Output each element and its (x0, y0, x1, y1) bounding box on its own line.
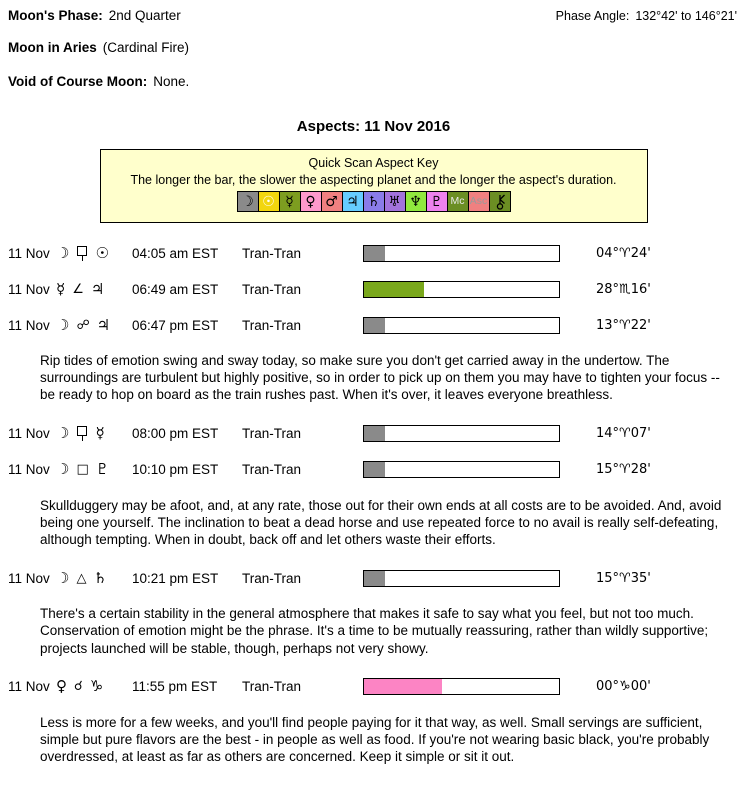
aspect-row (8, 280, 747, 298)
page-header (0, 0, 747, 89)
uranus-icon: ♅ (384, 191, 406, 212)
aspect-type: Tran-Tran (242, 317, 302, 333)
aspect-row (8, 425, 747, 443)
key-subtitle: The longer the bar, the slower the aspecting planet and the longer the aspect's duration. (130, 173, 617, 187)
aspect-row (8, 316, 747, 334)
duration-bar (363, 281, 560, 298)
planet-key-row (101, 191, 647, 212)
aspect-row (8, 244, 747, 262)
mercury-icon: ☿ (279, 191, 301, 212)
aspect-position: 15°♈35' (596, 570, 651, 586)
phase-angle (556, 9, 737, 23)
moons-phase-value: 2nd Quarter (108, 8, 181, 23)
pluto-icon: ♇ (95, 460, 110, 479)
aspects-title: Aspects: 11 Nov 2016 (296, 118, 451, 135)
aspect-row (8, 569, 747, 587)
chiron-icon (489, 191, 511, 212)
moon-icon: ☽ (56, 460, 70, 479)
mercury-icon: ☿ (95, 424, 105, 443)
ascendant-icon: Asc (468, 191, 490, 212)
aspect-interpretation: There's a certain stability in the general atmosphere that makes it safe to say what you feel, but not too much. Conservation of emotion might be the phrase. It's a time to be mutually reassuring, rather than wildly supportive; projects launched will be stable, though, perhaps not very showy. (40, 606, 709, 656)
aspect-time: 10:21 pm EST (132, 570, 219, 586)
square-icon: □ (76, 462, 89, 478)
aspect-interpretation: Less is more for a few weeks, and you'll find people paying for it that way, as well. Small servings are sufficient, simple but pure flavors are the best - in people as well as food. If you're not wearing basic black, you're probably overdressed, at least as far as others are concerned. Keep it simple or sit it out. (40, 714, 710, 765)
duration-bar (363, 570, 560, 587)
neptune-icon: ♆ (405, 191, 427, 212)
aspect-row (8, 678, 747, 696)
saturn-icon: ♄ (93, 568, 107, 587)
sun-icon: ☉ (95, 243, 109, 262)
phase-angle-label: Phase Angle: (555, 9, 630, 23)
aspect-time: 08:00 pm EST (132, 426, 219, 442)
aspect-time: 10:10 pm EST (132, 462, 219, 478)
aspect-date: 11 Nov (8, 570, 50, 586)
jupiter-icon: ♃ (342, 191, 364, 212)
moon-icon: ☽ (56, 568, 70, 587)
mercury-icon: ☿ (56, 279, 66, 298)
phase-angle-value: 132°42' to 146°21' (635, 9, 737, 23)
moon-icon: ☽ (56, 315, 70, 334)
midheaven-icon: Mc (447, 191, 469, 212)
aspect-type: Tran-Tran (242, 462, 302, 478)
pluto-icon: ♇ (426, 191, 448, 212)
aspect-list (0, 244, 747, 765)
aspect-type: Tran-Tran (242, 679, 302, 695)
aspect-date: 11 Nov (8, 281, 50, 297)
duration-bar (363, 461, 560, 478)
aspect-time: 04:05 am EST (132, 245, 219, 261)
aspect-row (8, 461, 747, 479)
aspect-date: 11 Nov (8, 679, 50, 695)
aspect-time: 06:47 pm EST (132, 317, 219, 333)
aspect-type: Tran-Tran (242, 245, 302, 261)
conjunction-icon: ☌ (74, 679, 83, 695)
moon-icon: ☽ (56, 243, 70, 262)
moon-icon: ☽ (237, 191, 259, 212)
capricorn-icon: ♑ (89, 677, 104, 696)
aspect-position: 14°♈07' (596, 426, 651, 442)
aspect-time: 06:49 am EST (132, 281, 219, 297)
duration-bar (363, 245, 560, 262)
venus-icon: ♀ (56, 677, 67, 696)
aspect-position: 00°♑00' (596, 679, 651, 695)
moon-in-label: Moon in Aries (8, 40, 97, 55)
moon-in-line (8, 40, 737, 55)
aspect-interpretation: Rip tides of emotion swing and sway today, so make sure you don't get carried away in the undertow. The surroundings are turbulent but highly positive, so in order to pick up on them you may have to tighten your focus -- be ready to hop on board as the train rushes past. When it's over, it leaves everyone breathless. (40, 353, 720, 403)
trine-icon: △ (76, 570, 87, 586)
mars-icon: ♂ (321, 191, 343, 212)
saturn-icon: ♄ (363, 191, 385, 212)
void-label: Void of Course Moon: (8, 74, 148, 89)
venus-icon: ♀ (300, 191, 322, 212)
jupiter-icon: ♃ (90, 279, 105, 298)
aspect-position: 28°♏16' (596, 281, 651, 297)
sesquiquadrate-icon (76, 426, 88, 441)
sesquiquadrate-icon (76, 246, 88, 261)
duration-bar (363, 425, 560, 442)
aspect-position: 04°♈24' (596, 245, 651, 261)
aspect-type: Tran-Tran (242, 570, 302, 586)
duration-bar (363, 317, 560, 334)
aspect-type: Tran-Tran (242, 281, 302, 297)
aspect-position: 15°♈28' (596, 462, 651, 478)
aspect-time: 11:55 pm EST (132, 679, 218, 695)
moons-phase-line (8, 8, 737, 23)
semisquare-icon: ∠ (72, 281, 84, 297)
moons-phase-label: Moon's Phase: (8, 8, 103, 23)
moon-icon: ☽ (56, 424, 70, 443)
aspect-date: 11 Nov (8, 317, 50, 333)
opposition-icon: ☍ (76, 317, 90, 333)
jupiter-icon: ♃ (96, 315, 111, 334)
sun-icon: ☉ (258, 191, 280, 212)
aspect-date: 11 Nov (8, 426, 50, 442)
aspect-date: 11 Nov (8, 462, 50, 478)
void-value: None. (153, 74, 190, 89)
key-title: Quick Scan Aspect Key (308, 156, 439, 170)
moon-in-value: (Cardinal Fire) (102, 40, 190, 55)
duration-bar (363, 678, 560, 695)
void-of-course-line (8, 74, 737, 89)
aspect-interpretation: Skullduggery may be afoot, and, at any rate, those out for their own ends at all costs are to be avoided. And, avoid being one yourself. The inclination to beat a dead horse and use repeated force to no avail is really self-defeating, although tempting. When in doubt, back off and let others waste their efforts. (40, 497, 722, 548)
aspect-date: 11 Nov (8, 245, 50, 261)
quick-scan-aspect-key (100, 149, 648, 223)
aspect-type: Tran-Tran (242, 426, 302, 442)
aspect-position: 13°♈22' (596, 317, 651, 333)
